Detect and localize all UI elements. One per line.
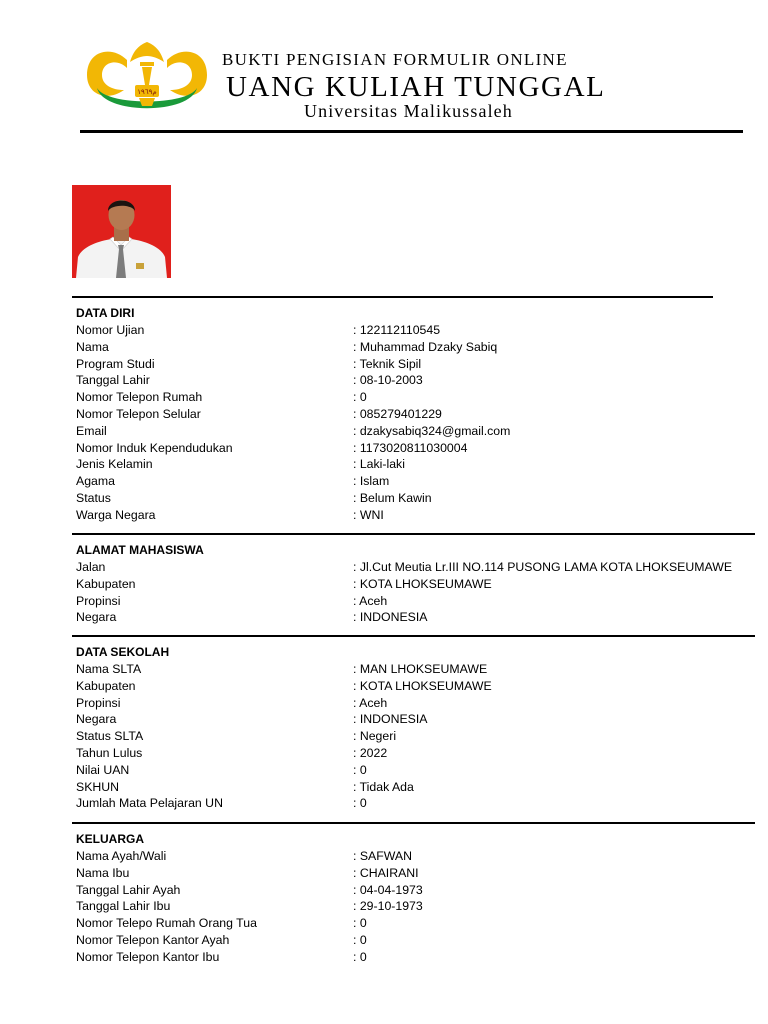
field-label: Email (76, 423, 107, 438)
field-label: Nama Ibu (76, 865, 130, 880)
section-title: DATA DIRI (76, 306, 135, 320)
field-label: Tanggal Lahir (76, 373, 150, 388)
list-item (76, 576, 766, 593)
field-value: : 29-10-1973 (353, 899, 423, 914)
list-item (76, 745, 766, 762)
university-logo (82, 40, 212, 120)
field-value: : 0 (353, 390, 367, 405)
field-value: : 1173020811030004 (353, 440, 468, 455)
section-keluarga (76, 831, 766, 966)
field-label: Warga Negara (76, 507, 156, 522)
field-label: Status (76, 490, 111, 505)
field-value: : SAFWAN (353, 849, 412, 863)
list-item (76, 848, 766, 865)
section-divider (72, 635, 755, 637)
field-label: Nomor Telepon Kantor Ayah (76, 932, 230, 947)
field-value: : 0 (353, 916, 367, 931)
field-value: : Tidak Ada (353, 779, 414, 794)
field-value: : Islam (353, 474, 390, 489)
field-label: Nomor Induk Kependudukan (76, 440, 233, 455)
list-item (76, 865, 766, 882)
field-label: Program Studi (76, 356, 155, 371)
field-label: Agama (76, 474, 115, 489)
list-item (76, 593, 766, 610)
field-value: : 08-10-2003 (353, 373, 423, 388)
section-title: ALAMAT MAHASISWA (76, 543, 204, 557)
field-value: : 085279401229 (353, 406, 442, 421)
list-item (76, 473, 766, 490)
list-item (76, 389, 766, 406)
section-divider (72, 533, 755, 535)
field-label: Nomor Telepon Rumah (76, 390, 203, 405)
field-value: : KOTA LHOKSEUMAWE (353, 576, 492, 591)
field-value: : 0 (353, 949, 367, 964)
field-label: Propinsi (76, 695, 121, 710)
list-item (76, 356, 766, 373)
field-value: : Aceh (353, 593, 388, 608)
header-divider (80, 130, 743, 133)
field-value: : WNI (353, 507, 384, 522)
section-data-diri (76, 305, 766, 524)
field-value: : Laki-laki (353, 457, 405, 472)
field-label: Kabupaten (76, 576, 136, 591)
list-item (76, 898, 766, 915)
list-item (76, 559, 766, 576)
list-item (76, 322, 766, 339)
list-item (76, 456, 766, 473)
field-value: : MAN LHOKSEUMAWE (353, 662, 488, 676)
list-item (76, 695, 766, 712)
field-label: Nilai UAN (76, 762, 130, 777)
field-value: : dzakysabiq324@gmail.com (353, 423, 511, 438)
list-item (76, 440, 766, 457)
header-title-line2: UANG KULIAH TUNGGAL (226, 71, 606, 103)
list-item (76, 711, 766, 728)
field-label: Nama SLTA (76, 662, 142, 676)
field-label: Nomor Telepon Selular (76, 406, 201, 421)
field-value: : Jl.Cut Meutia Lr.III NO.114 PUSONG LAMA KOTA LHOKSEUMAWE (353, 560, 733, 574)
field-label: Tanggal Lahir Ayah (76, 882, 181, 897)
field-value: : 0 (353, 796, 367, 811)
field-value: : CHAIRANI (353, 865, 419, 880)
field-label: SKHUN (76, 779, 120, 794)
list-item (76, 795, 766, 812)
svg-text:ﻡ١٩٦٩: ﻡ١٩٦٩ (137, 88, 157, 96)
field-value: : KOTA LHOKSEUMAWE (353, 678, 492, 693)
list-item (76, 932, 766, 949)
list-item (76, 339, 766, 356)
field-value: : Aceh (353, 695, 388, 710)
list-item (76, 678, 766, 695)
list-item (76, 915, 766, 932)
header-title-line1: BUKTI PENGISIAN FORMULIR ONLINE (222, 50, 568, 69)
field-label: Negara (76, 610, 117, 625)
field-label: Nama Ayah/Wali (76, 849, 167, 863)
photo-divider (72, 296, 713, 298)
list-item (76, 882, 766, 899)
field-value: : 0 (353, 932, 367, 947)
field-value: : Negeri (353, 729, 397, 744)
field-label: Jalan (76, 560, 106, 574)
field-value: : 2022 (353, 745, 388, 760)
field-value: : 122112110545 (353, 323, 441, 337)
list-item (76, 609, 766, 626)
list-item (76, 507, 766, 524)
header-university-name: Universitas Malikussaleh (304, 101, 513, 121)
list-item (76, 762, 766, 779)
field-label: Nomor Ujian (76, 323, 145, 337)
section-alamat-mahasiswa (76, 542, 766, 626)
section-title: KELUARGA (76, 832, 144, 846)
field-label: Jenis Kelamin (76, 457, 153, 472)
field-label: Kabupaten (76, 678, 136, 693)
field-value: : 0 (353, 762, 367, 777)
list-item (76, 490, 766, 507)
field-value: : 04-04-1973 (353, 882, 423, 897)
field-label: Nama (76, 339, 109, 354)
field-value: : Teknik Sipil (353, 356, 422, 371)
field-label: Tanggal Lahir Ibu (76, 899, 171, 914)
list-item (76, 661, 766, 678)
section-data-sekolah (76, 644, 766, 812)
list-item (76, 423, 766, 440)
field-value: : Belum Kawin (353, 490, 432, 505)
field-label: Nomor Telepo Rumah Orang Tua (76, 916, 257, 931)
field-label: Jumlah Mata Pelajaran UN (76, 796, 223, 811)
list-item (76, 949, 766, 966)
field-label: Propinsi (76, 593, 121, 608)
field-value: : INDONESIA (353, 712, 428, 727)
section-divider (72, 822, 755, 824)
list-item (76, 728, 766, 745)
field-label: Status SLTA (76, 729, 144, 744)
list-item (76, 372, 766, 389)
list-item (76, 406, 766, 423)
field-label: Tahun Lulus (76, 745, 143, 760)
field-value: : Muhammad Dzaky Sabiq (353, 339, 498, 354)
section-title: DATA SEKOLAH (76, 645, 170, 659)
field-label: Negara (76, 712, 117, 727)
student-photo (72, 185, 171, 278)
field-value: : INDONESIA (353, 610, 428, 625)
list-item (76, 779, 766, 796)
field-label: Nomor Telepon Kantor Ibu (76, 949, 220, 964)
